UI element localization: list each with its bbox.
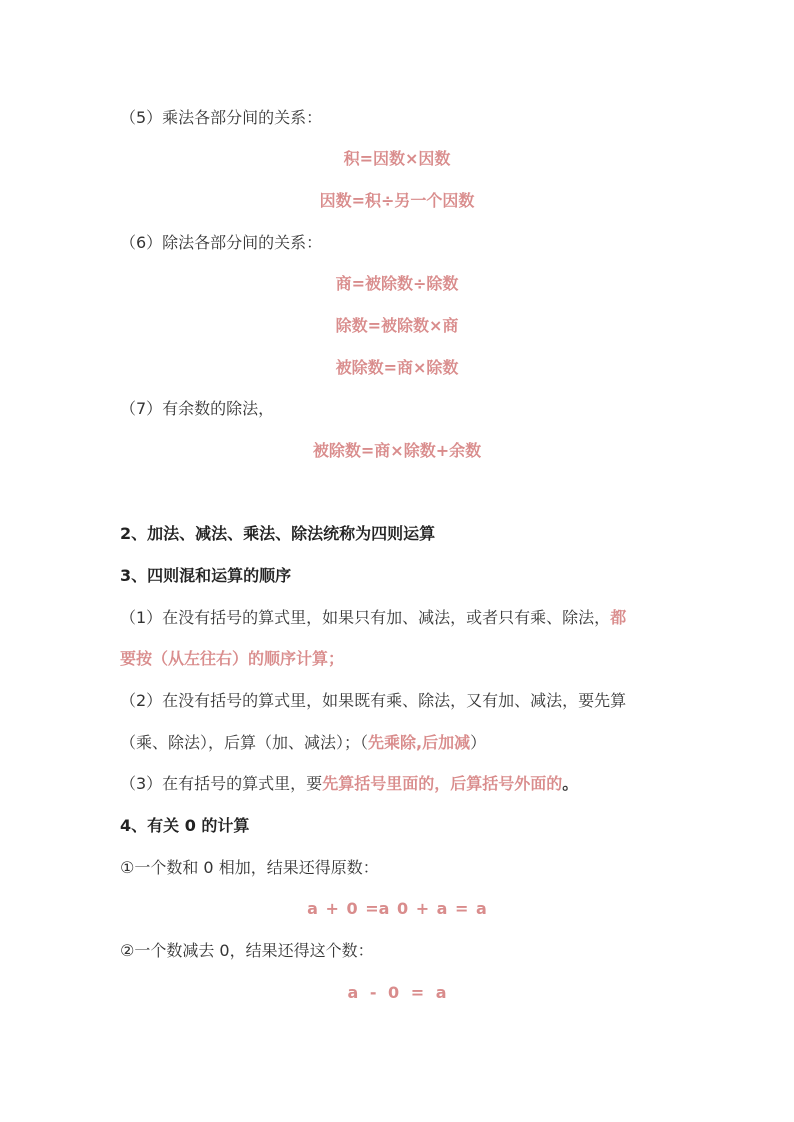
rule-2-highlight: 先乘除,后加减 — [368, 733, 471, 752]
rule-2-line-1: （2）在没有括号的算式里，如果既有乘、除法，又有加、减法，要先算 — [120, 691, 627, 710]
mult-relation-title: （5）乘法各部分间的关系： — [120, 108, 323, 127]
zero-add-text: ①一个数和 0 相加，结果还得原数： — [120, 858, 379, 877]
remainder-title: （7）有余数的除法， — [120, 399, 275, 418]
zero-add-formula: a + 0 =a 0 + a = a — [307, 899, 487, 918]
rule-3-end: 。 — [562, 774, 579, 793]
zero-sub-text: ②一个数减去 0，结果还得这个数： — [120, 941, 374, 960]
rule-2-text-b: （乘、除法），后算（加、减法）；（ — [120, 733, 369, 752]
rule-3-line — [120, 772, 684, 796]
rule-2-text-c: ） — [470, 733, 487, 752]
mult-formula-2: 因数=积÷另一个因数 — [319, 191, 475, 210]
heading-four-operations: 2、加法、减法、乘法、除法统称为四则运算 — [120, 524, 436, 543]
rule-1-line-1 — [120, 606, 684, 630]
div-formula-2: 除数=被除数×商 — [335, 316, 459, 335]
mult-formula-1: 积=因数×因数 — [343, 149, 451, 168]
rule-1-highlight-b: 要按（从左往右）的顺序计算； — [120, 649, 345, 668]
rule-3-text: （3）在有括号的算式里，要 — [120, 774, 323, 793]
zero-sub-formula: a - 0 = a — [347, 983, 447, 1002]
rule-3-highlight: 先算括号里面的，后算括号外面的 — [322, 774, 563, 793]
div-formula-3: 被除数=商×除数 — [335, 358, 459, 377]
div-relation-title: （6）除法各部分间的关系： — [120, 233, 323, 252]
heading-zero-calculation: 4、有关 0 的计算 — [120, 816, 250, 835]
div-formula-1: 商=被除数÷除数 — [335, 274, 459, 293]
heading-order-of-operations: 3、四则混和运算的顺序 — [120, 566, 292, 585]
rule-2-line-2 — [120, 731, 684, 755]
remainder-formula: 被除数=商×除数+余数 — [312, 441, 482, 460]
rule-1-highlight-a: 都 — [610, 608, 627, 627]
rule-1-text: （1）在没有括号的算式里，如果只有加、减法，或者只有乘、除法， — [120, 608, 611, 627]
